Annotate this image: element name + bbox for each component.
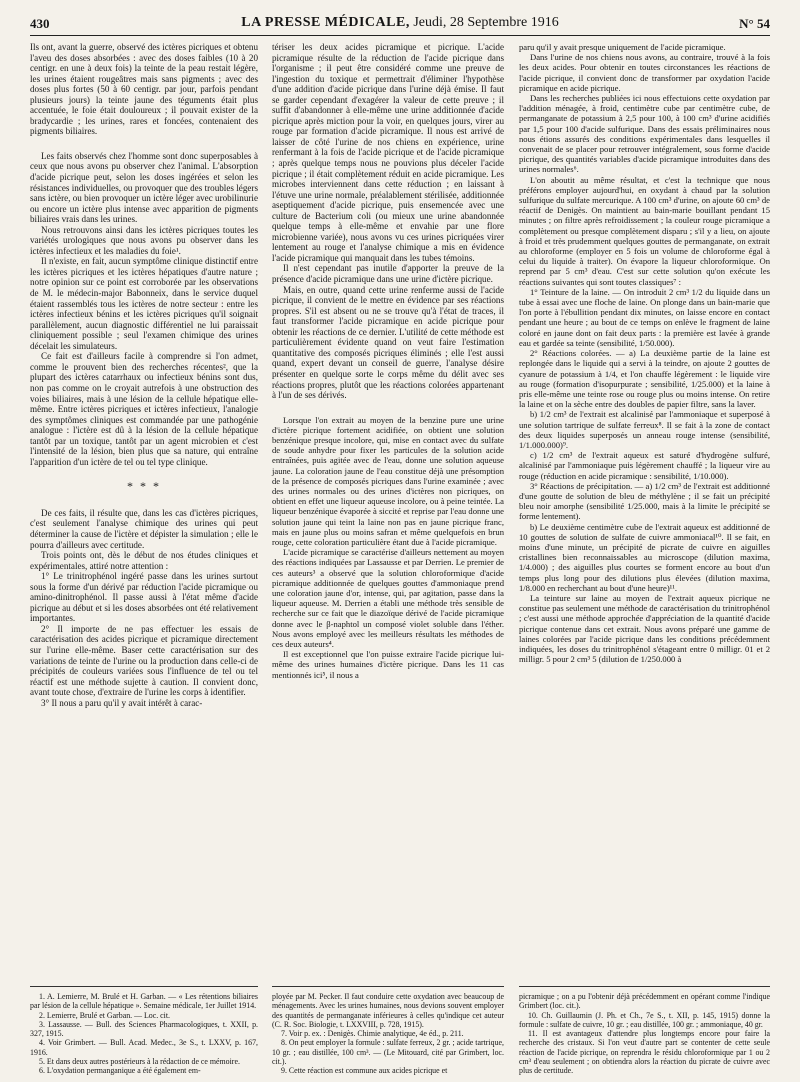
paragraph: 3° Il nous a paru qu'il y avait intérêt à carac- xyxy=(41,697,203,708)
paragraph: b) 1/2 cm³ de l'extrait est alcalinisé par l'ammoniaque et superposé à une solution tartrique de sulfate ferreux⁸. Il se fait à la zone de contact des deux liquides superposés un anneau rouge intense (sensibilité, 1/1.000.000)⁹. xyxy=(519,409,770,450)
footnote: 6. L'oxydation permanganique a été également em- xyxy=(39,1066,201,1076)
running-title xyxy=(30,15,770,31)
paragraph: De ces faits, il résulte que, dans les cas d'ictères picriques, c'est seulement l'analyse chimique des urines qui peut déterminer la cause de l'ictère et dépister la simulation ; elle le pourra d'ailleurs avec certitude. xyxy=(30,507,258,550)
paragraph: Nous retrouvons ainsi dans les ictères picriques toutes les variétés urologiques que nous avons pu observer dans les ictères infectieux et les maladies du foie¹. xyxy=(30,224,258,256)
footnotes-column-1 xyxy=(30,992,258,1076)
paragraph: L'on aboutit au même résultat, et c'est la technique que nous préférons employer aujourd'hui, en oxydant à chaud par la solution sulfurique du sulfate mercurique. A 100 cm³ d'urine, on ajoute 60 cm³ de réactif de Denigès. On maintient au bain-marie bouillant pendant 15 minutes ; on filtre après refroidissement ; la couleur rouge picramique a complètement ou presque complètement disparu ; s'il y a lieu, on ajoute à froid et très prudemment quelques gouttes de permanganate, on extrait au chloroforme (employer en 5 fois un volume de chloroforme égal à celui du liquide à traiter). On évapore la liqueur chloroformique. On reprend par 5 cm³ d'eau. C'est sur cette solution qu'on exécute les réactions suivantes qui sont toutes classiques⁷ : xyxy=(519,174,770,287)
text-column-3 xyxy=(519,42,770,664)
footnote-rule xyxy=(272,986,504,987)
page-header xyxy=(30,14,770,36)
footnote: 11. Il est avantageux d'attendre plus longtemps encore pour faire la recherche des cristaux. Si l'on veut d'autre part se contenter de cette seule réaction de l'acide picrique, on reprendra le résidu chloroformique par 1 ou 2 cm³ d'eau seulement ; on obtiendra alors la réaction du picrate de cuivre avec plus de certitude. xyxy=(519,1029,770,1076)
paragraph: L'acide picramique se caractérise d'ailleurs nettement au moyen des réactions indiquées par Lassausse et par Derrien. Le premier de ces auteurs³ a observé que la solution chloroformique d'acide picramique additionnée de quelques gouttes d'ammoniaque prend une coloration jaune d'or, intense, qui, par agitation, passe dans la liqueur aqueuse. M. Derrien a établi une méthode très sensible de recherche sur ce fait que le diazoïque dérivé de l'acide picramique donne avec le β-naphtol un composé violet soluble dans l'éther. Nous avons employé avec les meilleurs résultats les méthodes de ces deux auteurs⁴. xyxy=(272,547,504,650)
section-separator: * * * xyxy=(127,479,161,494)
paragraph: Ils ont, avant la guerre, observé des ictères picriques et obtenu l'aveu des doses absorbées : avec des doses faibles (10 à 20 centigr. en une à deux fois) la teinte de la peau restait légère, les urines étaient rougeâtres mais sans pigments ; avec des doses plus fortes (50 à 60 centigr. par jour, parfois pendant plusieurs jours) la teinte jaune des téguments était plus accentuée, le foie était douloureux ; il pouvait exister de la bradycardie ; les urines, rares et foncées, contenaient des pigments biliaires. xyxy=(30,42,258,137)
paragraph: tériser les deux acides picramique et picrique. L'acide picramique résulte de la réduction de l'acide picrique dans l'organisme ; il peut être considéré comme une preuve de l'ingestion du toxique et permettrait d'éliminer l'hypothèse d'une addition d'acide picrique dans l'urine déjà émise. Il faut se garder cependant d'exagérer la valeur de cette preuve ; il suffit d'abandonner à elle-même une urine additionnée d'acide picrique après miction pour la voir, en quelques jours, virer au rouge par formation d'acide picramique. Il nous est arrivé de laisser de côté l'urine de nos chiens en expérience, urine renfermant à la fois de l'acide picrique et de l'acide picramique ; après quelque temps nous ne pouvions plus déceler l'acide picrique ; il était complètement réduit en acide picramique. Les microbes interviennent dans cette réduction ; en laissant à l'étuve une urine normale, préalablement stérilisée, additionnée aseptiquement d'acide picrique, puis ensemencée avec une culture de Bacterium coli (ou mieux une urine abandonnée quelque temps à elle-même et envahie par une flore microbienne variée), nous avons vu ces urines picriquées virer lentement au rouge et l'analyse chimique a mis en évidence l'acide picramique qui manquait dans les tubes témoins. xyxy=(272,42,504,263)
paragraph: Ce fait est d'ailleurs facile à comprendre si l'on admet, comme le prouvent bien des recherches récentes², que la plupart des ictères catarrhaux ou infectieux bénins sont dus, non pas comme on le croyait autrefois à une obstruction des voies biliaires, mais à une lésion de la cellule hépatique elle-même. Entre ictères picriques et ictères infectieux, l'analogie des symptômes cliniques est commandée par une pathogénie analogue : l'ictère est dû à la lésion de la cellule hépatique tantôt par un toxique, tantôt par un agent microbien et c'est l'intensité de la lésion, bien plus que sa nature, qui entraîne l'apparition d'un ictère de tel ou tel type clinique. xyxy=(30,351,258,467)
paragraph: 2° Réactions colorées. — a) La deuxième partie de la laine est replongée dans le liquide qui a servi à la teindre, on ajoute 2 gouttes de cyanure de potassium à 1/4, et l'on chauffe légèrement : le liquide vire au rouge (formation d'isopurpurate ; sensibilité, 1/25.000) et la laine à pris elle-même une teinte rose ou rouge plus ou moins intense. On retire la laine et on la sèche entre des doubles de papier filtre, sans la laver. xyxy=(519,348,770,410)
paragraph: b) Le deuxième centimètre cube de l'extrait aqueux est additionné de 10 gouttes de solution de sulfate de cuivre ammoniacal¹⁰. Il se fait, en moins d'une minute, un précipité de picrate de cuivre en aiguilles cristallines bien reconnaissables au microscope (dilution maxima, 1/4.000) ; des aiguilles plus courtes se forment encore au bout d'un temps plus long pour des dilutions plus élevées (dilution maxima, 1/8.000 en recherchant au bout d'une heure)¹¹. xyxy=(519,521,770,593)
footnote: 2. Lemierre, Brulé et Garban. — Loc. cit. xyxy=(39,1010,171,1020)
footnote: picramique ; on a pu l'obtenir déjà précédemment en opérant comme l'indique Grimbert (loc. cit.). xyxy=(519,992,770,1011)
footnote: ployée par M. Pecker. Il faut conduire cette oxydation avec beaucoup de ménagements. Avec les urines humaines, nous devions souvent employer des quantités de permanganate inférieures à celles qu'indique cet auteur (C. R. Soc. Biologie, t. LXXVIII, p. 728, 1915). xyxy=(272,992,504,1029)
footnote: 8. On peut employer la formule : sulfate ferreux, 2 gr. ; acide tartrique, 10 gr. ; eau distillée, 100 cm³. — (Le Mitouard, cité par Grimbert, loc. cit.). xyxy=(272,1038,504,1067)
paragraph: La teinture sur laine au moyen de l'extrait aqueux picrique ne constitue pas seulement une méthode de caractérisation du trinitrophénol ; c'est aussi une méthode approchée d'appréciation de la quantité d'acide picrique contenue dans cet extrait. Nous avons préparé une gamme de laines colorées par l'acide picrique dans les conditions précédemment indiquées, les doses du trinitrophénol s'étageant entre 0 milligr. 01 et 2 milligr. 5 pour 2 cm³ 5 (dilution de 1/250.000 à xyxy=(519,592,770,665)
paragraph: Les faits observés chez l'homme sont donc superposables à ceux que nous avons pu observer chez l'animal. L'absorption d'acide picrique peut, selon les doses ingérées et selon les résistances individuelles, ou provoquer que des troubles légers sans ictère, ou bien provoquer un ictère léger avec urobilinurie ou encore un ictère plus intense avec apparition de pigments biliaires vrais dans les urines. xyxy=(30,150,258,225)
paragraph: Il est exceptionnel que l'on puisse extraire l'acide picrique lui-même des urines humaines d'ictère picrique. Dans les 11 cas mentionnés ici⁵, il nous a xyxy=(272,649,504,680)
paragraph: 3° Réactions de précipitation. — a) 1/2 cm³ de l'extrait est additionné d'une goutte de solution de bleu de méthylène ; il se fait un précipité bleu noir amorphe (sensibilité 1/25.000, mais à la limite le précipité se forme lentement). xyxy=(519,480,770,522)
paragraph: Il n'existe, en fait, aucun symptôme clinique distinctif entre les ictères picriques et les ictères hépatiques d'autre nature ; notre opinion sur ce point est corroborée par les observations de M. le médecin-major Babonneix, dans le service duquel étaient rassemblés tous les ictères de notre secteur : entre les ictères infectieux bénins et les ictères picriques qu'il soignait parallèlement, aucun diagnostic différentiel ne lui paraissait cliniquement possible ; seul l'examen chimique des urines décelait les simulateurs. xyxy=(30,256,258,351)
paragraph: c) 1/2 cm³ de l'extrait aqueux est saturé d'hydrogène sulfuré, alcalinisé par l'ammoniaque puis légèrement chauffé ; la liqueur vire au rouge (réduction en acide picramique : sensibilité, 1/10.000). xyxy=(519,450,770,481)
footnote: 4. Voir Grimbert. — Bull. Acad. Medec., 3e S., t. LXXV, p. 167, 1916. xyxy=(30,1038,258,1057)
paragraph: 1° Le trinitrophénol ingéré passe dans les urines surtout sous la forme d'un dérivé par réduction l'acide picramique ou amino-dinitrophénol. Il passe aussi à l'état même d'acide picrique au début et si les doses absorbées ont été relativement importantes. xyxy=(30,571,258,624)
footnote: 7. Voir p. ex. : Denigès. Chimie analytique, 4e éd., p. 211. xyxy=(281,1029,464,1039)
text-column-1 xyxy=(30,42,258,708)
paragraph: Dans l'urine de nos chiens nous avons, au contraire, trouvé à la fois les deux acides. Pour obtenir en toutes circonstances les réactions de l'acide picrique, il convient donc de transformer par oxydation l'acide picramique en acide picrique. xyxy=(519,52,770,93)
paragraph: Il n'est cependant pas inutile d'apporter la preuve de la présence d'acide picramique dans une urine d'ictère picrique. xyxy=(272,263,504,285)
paragraph: Trois points ont, dès le début de nos études cliniques et expérimentales, attiré notre attention : xyxy=(30,550,258,571)
paragraph: Mais, en outre, quand cette urine renferme aussi de l'acide picrique, il convient de le mettre en évidence par ses réactions propres. S'il est absent ou ne se trouve qu'à l'état de traces, il faut transformer l'acide picramique en acide picrique pour obtenir les réactions de ce dernier. L'utilité de cette méthode est particulièrement évidente quand on veut faire l'estimation quantitative des composés picriques éliminés ; elle l'est aussi quand, expert devant un conseil de guerre, l'analyse désire présenter en quelque sorte le corps même du délit avec ses réactions propres, plutôt que les réactions colorées appartenant à l'un de ses dérivés. xyxy=(272,284,504,401)
text-column-2 xyxy=(272,42,504,680)
footnote: 10. Ch. Guillaumin (J. Ph. et Ch., 7e S., t. XII, p. 145, 1915) donne la formule : sulfate de cuivre, 10 gr. ; eau distillée, 100 gr. ; ammoniaque, 40 gr. xyxy=(519,1010,770,1029)
issue-number: N° 54 xyxy=(739,16,770,31)
paragraph: Lorsque l'on extrait au moyen de la benzine pure une urine d'ictère picrique fortement acidifiée, on obtient une solution benzénique presque incolore, qui, mise en contact avec du sulfate de soude anhydre pour fixer les particules de la solution acide entraînées, puis agitée avec de l'eau, donne une solution aqueuse jaune. La coloration jaune de l'eau constitue déjà une présomption de la présence de composés picriques dans l'urine examinée ; avec des urines normales ou des urines d'ictères non picriques, on obtient en effet une liqueur aqueuse incolore, ou à peine teintée. La liqueur benzénique évaporée à siccité et reprise par l'eau donne une solution jaune qui teint la laine non pas en jaune picrique franc, mais en jaune plus ou moins safran et même quelquefois en brun rouge, cette coloration particulière étant due à l'acide picramique. xyxy=(272,414,504,548)
footnote-rule xyxy=(519,986,770,987)
footnote: 9. Cette réaction est commune aux acides picrique et xyxy=(281,1066,448,1076)
paragraph: Dans les recherches publiées ici nous effectuions cette oxydation par l'addition ménagée, à froid, centimètre cube par centimètre cube, de permanganate de potassium à 2,5 pour 100, à 100 cm³ d'urine acidifiés par 1,5 pour 100 d'acide sulfurique. Dans des essais préliminaires nous nous étions assurés des conditions expérimentales dans lesquelles il convenait de se placer pour retrouver intégralement, sous forme d'acide picrique, des quantités variables d'acide picramique introduites dans des urines normales⁶. xyxy=(519,93,770,175)
page-number: 430 xyxy=(30,16,50,31)
header-rule xyxy=(30,35,770,36)
footnote: 3. Lassausse. — Bull. des Sciences Pharmacologiques, t. XXII, p. 327, 1915. xyxy=(30,1019,258,1039)
footnotes-column-2 xyxy=(272,992,504,1076)
footnote: 5. Et dans deux autres postérieurs à la rédaction de ce mémoire. xyxy=(39,1057,240,1067)
footnotes-column-3 xyxy=(519,992,770,1076)
footnote-rule xyxy=(30,986,258,987)
journal-name: LA PRESSE MÉDICALE, xyxy=(241,15,410,30)
issue-date: Jeudi, 28 Septembre 1916 xyxy=(413,15,559,30)
paragraph: 2° Il importe de ne pas effectuer les essais de caractérisation des acides picrique et picramique directement sur l'urine elle-même. Baser cette caractérisation sur des variations de teinte de l'urine ou la production dans celle-ci de précipités de couleurs variées sous l'influence de tel ou tel réactif est une méthode sujette à caution. Il convient donc, avant toute chose, d'extraire de l'urine les corps à identifier. xyxy=(30,623,258,698)
paragraph: 1° Teinture de la laine. — On introduit 2 cm³ 1/2 du liquide dans un tube à essai avec une floche de laine. On plonge dans un bain-marie que l'on porte à l'ébullition pendant dix minutes, on laisse encore en contact pendant une heure ; au bout de ce temps on enlève le fragment de laine coloré en jaune dont on fait deux parts : la première est lavée à grande eau et gardée sa teinte (sensibilité, 1/50.000). xyxy=(519,286,770,348)
footnote: 1. A. Lemierre, M. Brulé et H. Garban. — « Les rétentions biliaires par lésion de la cellule hépatique ». Semaine médicale, 1er Juillet 1914. xyxy=(30,992,258,1011)
paragraph: paru qu'il y avait presque uniquement de l'acide picramique. xyxy=(519,42,726,52)
